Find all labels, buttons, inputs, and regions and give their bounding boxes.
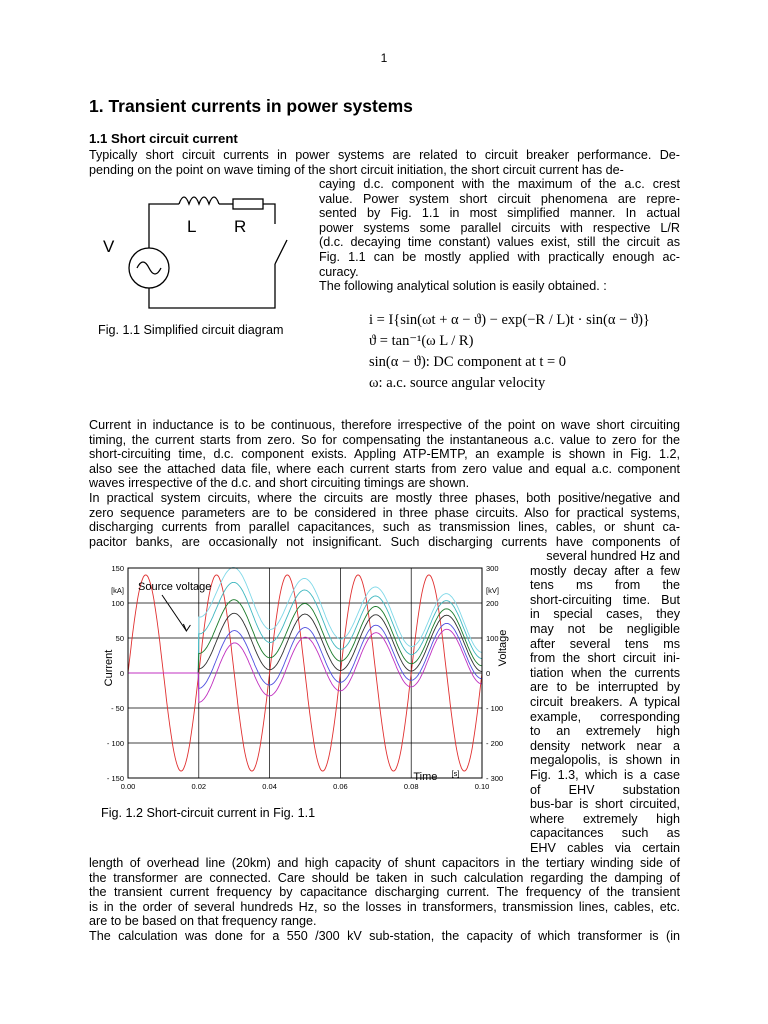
y-axis-label-left: Current [103, 649, 115, 687]
subsection-title: 1.1 Short circuit current [89, 131, 238, 146]
fig-1-2-caption: Fig. 1.2 Short-circuit current in Fig. 1.1 [101, 806, 316, 820]
y-tick-label-left: - 50 [111, 704, 124, 713]
text-line: The calculation was done for a 550 /300 kV sub-station, the capacity of which transformer is (in [89, 928, 680, 943]
annotation-arrowhead [183, 624, 190, 631]
text-line: value. Power system short circuit phenomena are repre- [319, 191, 680, 206]
y-tick-label-left: 0 [119, 669, 124, 678]
text-line: are to be based on that frequency range. [89, 914, 317, 929]
text-line: discharging currents from parallel capacitances, such as transmission lines, cables, or shunt ca- [89, 520, 680, 535]
text-line: where extremely high [530, 811, 680, 826]
text-line: Fig. 1.3, which is a case [530, 767, 680, 782]
current-line [128, 613, 482, 673]
formula-line: ϑ = tan⁻¹(ω L / R) [369, 333, 474, 349]
y-unit-left: [kA] [111, 586, 124, 595]
text-line: short-circuiting time, d.c. component exists. Appling ATP-EMTP, an example is shown in Fig. 1.2, [89, 447, 680, 462]
text-line: bus-bar is short circuited, [530, 797, 680, 812]
y-tick-label-right: 0 [486, 669, 491, 678]
text-line: The following analytical solution is easily obtained. : [319, 279, 607, 294]
x-tick-label: 0.10 [474, 782, 490, 791]
y-axis-label-right: Voltage [497, 629, 509, 667]
text-line: capacitances such as [530, 826, 680, 841]
text-line: Fig. 1.1 can be mostly applied with practically enough ac- [319, 249, 680, 264]
x-axis-label: Time [413, 771, 438, 783]
y-tick-label-right: 300 [486, 564, 499, 573]
x-tick-label: 0.00 [120, 782, 136, 791]
paragraph-3-wrap [530, 549, 680, 855]
text-line: in special cases, they [530, 607, 680, 622]
text-line: (d.c. decaying time constant) values exist, still the circuit as [319, 235, 680, 250]
current-line [128, 623, 482, 688]
circuit-diagram [95, 180, 310, 320]
page-number: 1 [380, 51, 388, 65]
y-tick-label-right: - 300 [486, 774, 504, 783]
text-line: curacy. [319, 264, 359, 279]
text-line: pending on the point on wave timing of the short circuit initiation, the short circuit current has de- [89, 162, 624, 177]
text-line: In practical system circuits, where the circuits are mostly three phases, both positive/negative and [89, 490, 680, 505]
text-line: zero sequence parameters are to be considered in three phase circuits. Also for practical systems, [89, 505, 680, 520]
y-tick-label-left: - 150 [106, 774, 124, 783]
text-line: sented by Fig. 1.1 in most simplified manner. In actual [319, 206, 680, 221]
annotation-arrow [162, 595, 186, 631]
text-line: the transient current frequency by capacitance discharging current. The frequency of the transient [89, 885, 680, 900]
text-line: is in the order of several hundreds Hz, so the losses in transformers, transmission lines, cables, etc. [89, 899, 680, 914]
text-line: density network near a [530, 738, 680, 753]
text-line: from the short circuit ini- [530, 651, 680, 666]
y-tick-label-left: 100 [111, 599, 124, 608]
x-tick-label: 0.02 [191, 782, 207, 791]
text-line: after several tens ms [530, 636, 680, 651]
section-title: 1. Transient currents in power systems [89, 96, 413, 116]
text-line: tiation when the currents [530, 665, 680, 680]
text-line: circuit breakers. A typical [530, 694, 680, 709]
y-unit-right: [kV] [486, 586, 499, 595]
text-line: also see the attached data file, where each current starts from zero value and equal a.c. component [89, 461, 680, 476]
chart-plot-area [128, 568, 482, 772]
paragraph-1-wrap [319, 177, 680, 294]
source-voltage-annotation: Source voltage [138, 581, 212, 593]
text-line: length of overhead line (20km) and high capacity of shunt capacitors in the tertiary winding side of [89, 856, 680, 870]
text-line: tens ms from the [530, 578, 680, 593]
fig-1-1-caption: Fig. 1.1 Simplified circuit diagram [98, 323, 284, 337]
text-line: the transformer are connected. Care should be taken in such calculation regarding the damping of [89, 870, 680, 885]
formula-line: i = I{sin(ωt + α − ϑ) − exp(−R / L)t · sin(α − ϑ)} [369, 312, 650, 328]
formula-block [369, 310, 650, 394]
formula-line: sin(α − ϑ): DC component at t = 0 [369, 354, 567, 370]
text-line: several hundred Hz and [546, 549, 680, 563]
y-tick-label-left: 150 [111, 564, 124, 573]
paragraph-3-tail [89, 856, 680, 944]
voltage-label: V [103, 237, 115, 256]
text-line: of EHV substation [530, 782, 680, 797]
text-line: example, corresponding [530, 709, 680, 724]
y-tick-label-right: - 200 [486, 739, 504, 748]
x-unit: [s] [451, 769, 460, 778]
text-line: may not be negligible [530, 621, 680, 636]
x-tick-label: 0.04 [262, 782, 277, 791]
text-line: mostly decay after a few [530, 563, 680, 578]
y-tick-label-right: 200 [486, 599, 499, 608]
text-line: power systems some parallel circuits with respective L/R [319, 220, 680, 235]
formula-line: ω: a.c. source angular velocity [369, 375, 546, 391]
resistance-label: R [234, 217, 247, 236]
paragraph-1 [89, 148, 680, 177]
paragraph-2 [89, 418, 680, 549]
text-line: megalopolis, is shown in [530, 753, 680, 768]
y-tick-label-left: - 100 [106, 739, 124, 748]
text-line: timing, the current starts from zero. So for compensating the instantaneous a.c. value to zero for the [89, 432, 680, 447]
current-line [128, 629, 482, 702]
text-line: caying d.c. component with the maximum of the a.c. crest [319, 177, 680, 191]
y-tick-label-left: 50 [115, 634, 124, 643]
text-line: to an extremely high [530, 724, 680, 739]
x-tick-label: 0.06 [333, 782, 348, 791]
fig-1-2-chart [90, 560, 522, 812]
y-tick-label-right: - 100 [486, 704, 504, 713]
current-line [128, 600, 482, 673]
text-line: EHV cables via certain [530, 840, 680, 855]
text-line: are to be interrupted by [530, 680, 680, 695]
inductance-label: L [187, 217, 197, 236]
y-tick-label-right: 100 [486, 634, 499, 643]
text-line: waves irrespective of the d.c. and short circuiting timings are shown. [89, 476, 470, 491]
text-line: short-circuiting time. But [530, 592, 680, 607]
text-line: Typically short circuit currents in power systems are related to circuit breaker performance. De- [89, 148, 680, 162]
x-tick-label: 0.08 [403, 782, 419, 791]
text-line: pacitor banks, are occasionally not insignificant. Such discharging currents have components of [89, 534, 680, 549]
text-line: Current in inductance is to be continuous, therefore irrespective of the point on wave short circuiting [89, 418, 680, 432]
